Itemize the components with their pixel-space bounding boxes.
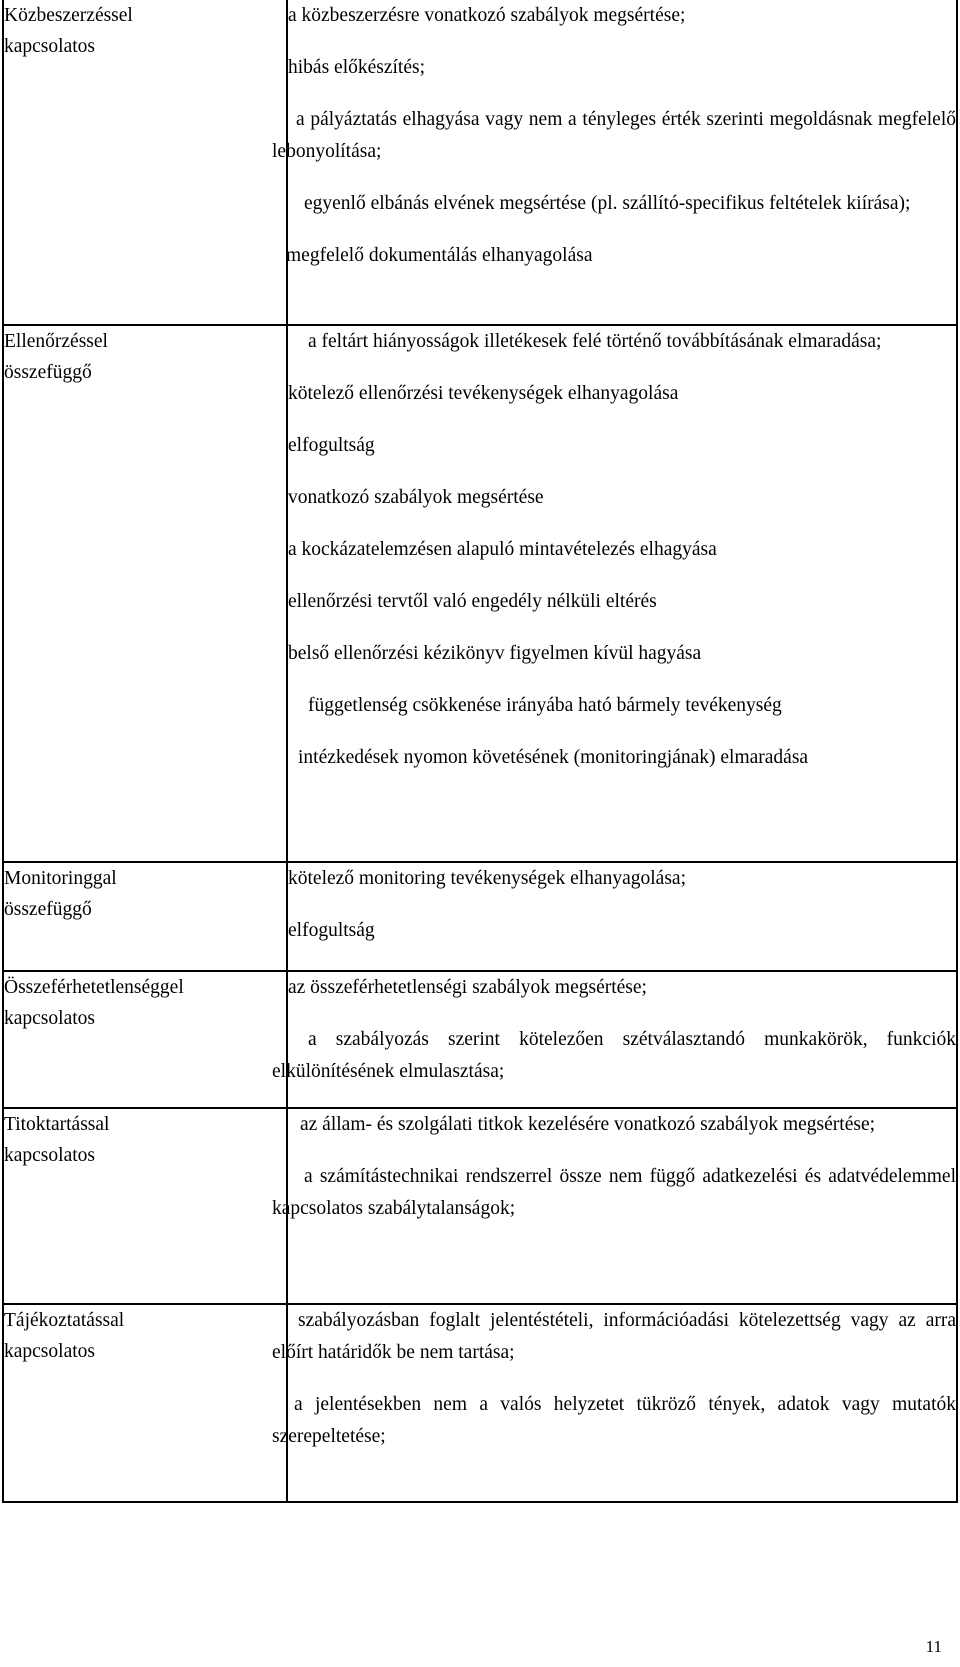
table-row <box>3 971 957 1108</box>
category-cell <box>3 1108 287 1304</box>
list-item: az összeférhetetlenségi szabályok megsértése; <box>288 977 647 998</box>
list-item: a kockázatelemzésen alapuló mintavételezés elhagyása <box>288 539 717 560</box>
list-item: a pályáztatás elhagyása vagy nem a tényleges érték szerinti megoldásnak megfelelő lebonyolítása; <box>272 109 956 162</box>
list-item: kötelező ellenőrzési tevékenységek elhanyagolása <box>288 383 679 404</box>
list-item: a jelentésekben nem a valós helyzetet tükröző tények, adatok vagy mutatók szerepeltetése; <box>272 1394 956 1447</box>
list-item: a közbeszerzésre vonatkozó szabályok megsértése; <box>288 5 686 26</box>
category-label-line: kapcsolatos <box>4 1341 95 1362</box>
irregularities-table <box>2 0 958 1503</box>
category-label-line: Titoktartással <box>4 1114 110 1135</box>
table-row <box>3 1108 957 1304</box>
category-label-line: kapcsolatos <box>4 1145 95 1166</box>
category-label-line: összefüggő <box>4 362 92 383</box>
category-label-line: Monitoringgal <box>4 868 117 889</box>
list-item: kötelező monitoring tevékenységek elhanyagolása; <box>288 868 686 889</box>
category-label-line: összefüggő <box>4 899 92 920</box>
list-item: szabályozásban foglalt jelentéstételi, információadási kötelezettség vagy az arra előírt határidők be nem tartása; <box>272 1310 956 1363</box>
list-item: függetlenség csökkenése irányába ható bármely tevékenység <box>308 695 782 716</box>
list-item: a számítástechnikai rendszerrel össze nem függő adatkezelési és adatvédelemmel kapcsolatos szabálytalanságok; <box>272 1166 956 1219</box>
table-row <box>3 0 957 325</box>
list-item: a szabályozás szerint kötelezően szétválasztandó munkakörök, funkciók elkülönítésének elmulasztása; <box>272 1029 956 1082</box>
category-cell <box>3 325 287 862</box>
table-row <box>3 862 957 971</box>
items-cell <box>272 1108 957 1304</box>
category-label-line: Ellenőrzéssel <box>4 331 108 352</box>
list-item: egyenlő elbánás elvének megsértése (pl. szállító-specifikus feltételek kiírása); <box>304 193 911 214</box>
list-item: megfelelő dokumentálás elhanyagolása <box>286 245 593 266</box>
category-label-line: Összeférhetetlenséggel <box>4 977 184 998</box>
table-row <box>3 1304 957 1502</box>
category-cell <box>3 0 287 325</box>
category-label-line: Tájékoztatással <box>4 1310 125 1331</box>
list-item: a feltárt hiányosságok illetékesek felé történő továbbításának elmaradása; <box>308 331 882 352</box>
list-item: belső ellenőrzési kézikönyv figyelmen kívül hagyása <box>288 643 702 664</box>
category-cell <box>3 971 287 1108</box>
list-item: elfogultság <box>288 435 375 456</box>
category-cell <box>3 1304 287 1502</box>
items-cell <box>287 325 957 862</box>
category-label-line: Közbeszerzéssel <box>4 5 133 26</box>
category-label-line: kapcsolatos <box>4 1008 95 1029</box>
list-item: vonatkozó szabályok megsértése <box>288 487 544 508</box>
list-item: intézkedések nyomon követésének (monitoringjának) elmaradása <box>298 747 809 768</box>
category-label-line: kapcsolatos <box>4 36 95 57</box>
page-number: 11 <box>925 1637 942 1656</box>
table-row <box>3 325 957 862</box>
items-cell <box>272 1304 957 1502</box>
items-cell <box>287 862 957 971</box>
category-cell <box>3 862 287 971</box>
list-item: ellenőrzési tervtől való engedély nélküli eltérés <box>288 591 657 612</box>
list-item: hibás előkészítés; <box>288 57 426 78</box>
items-cell <box>272 0 957 325</box>
items-cell <box>272 971 957 1108</box>
list-item: elfogultság <box>288 920 375 941</box>
list-item: az állam- és szolgálati titkok kezelésére vonatkozó szabályok megsértése; <box>300 1114 876 1135</box>
